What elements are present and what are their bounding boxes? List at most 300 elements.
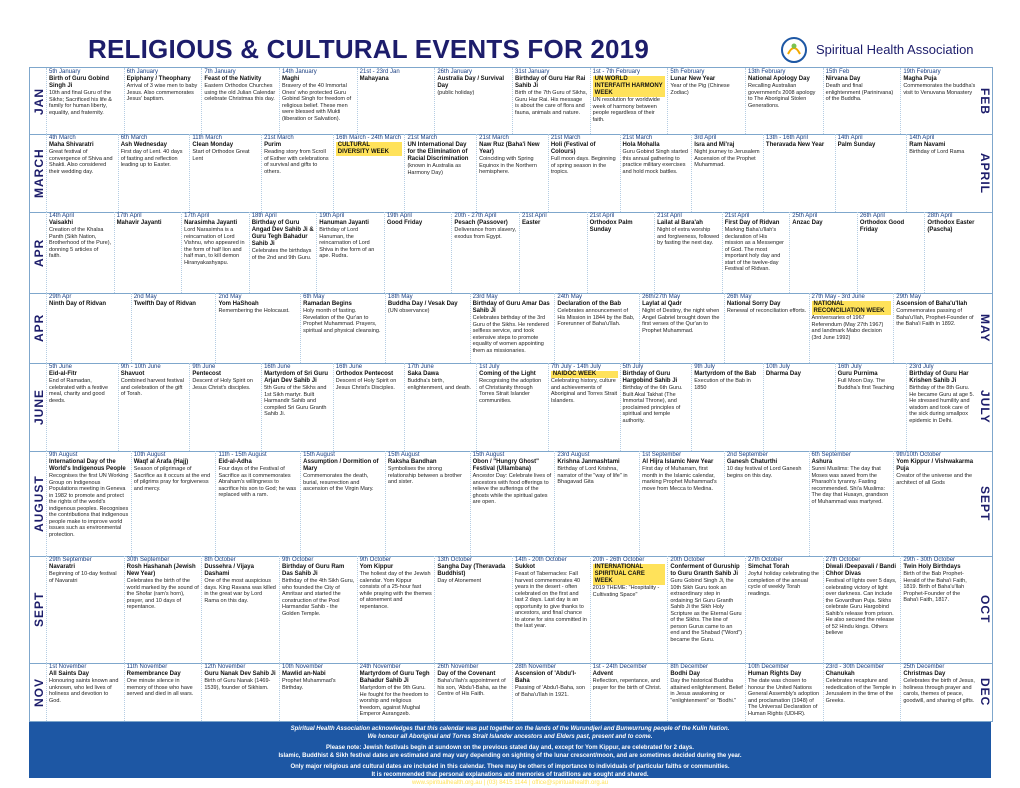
event-description: Coinciding with Spring Equinox in the Northern hemisphere.	[479, 156, 537, 175]
event-date: 10th July	[765, 364, 790, 370]
month-label: NOV	[32, 677, 46, 707]
event-cell	[789, 212, 857, 293]
event-date: 11th November	[126, 664, 168, 670]
event-name: Hanuman Jayanti	[319, 220, 369, 226]
event-cell	[893, 451, 978, 556]
event-description: Celebrates the birthdays of the 2nd and 9th Guru.	[251, 248, 312, 261]
event-date: 9th October	[359, 557, 392, 563]
calendar-row	[30, 663, 992, 721]
event-cell	[201, 556, 279, 663]
event-date: 19th February	[903, 69, 941, 75]
event-name: Yom Kippur / Vishwakarma Puja	[896, 459, 974, 472]
event-cell	[512, 556, 590, 663]
event-description: Beginning of 10-day festival of Navaratri	[49, 571, 117, 584]
event-date: 3rd April	[694, 135, 717, 141]
event-name: Orthodox Easter (Pascha)	[927, 220, 975, 233]
event-description: Great festival of convergence of Shiva and Shakti. Also considered their wedding day.	[49, 149, 113, 175]
event-cell	[519, 212, 587, 293]
event-cell	[201, 68, 279, 134]
event-date: 16th June	[264, 364, 291, 370]
event-name: Advent	[592, 671, 613, 677]
event-description: Reading story from Scroll of Esther with celebrations of survival and gifts to others.	[264, 149, 329, 175]
events-calendar	[29, 67, 993, 722]
event-description: Creation of the Khalsa Panth (Sikh Nation, Brotherhood of the Pure), donning 5 articles of faith.	[49, 227, 112, 259]
event-cell	[823, 68, 901, 134]
event-cell	[654, 212, 722, 293]
event-description: Celebrates the birth of the world marked by the sound of the Shofar (ram's horn), prayer, and 10 days of repentance.	[126, 578, 199, 610]
event-date: 13th - 16th April	[765, 135, 808, 141]
event-description: Sunni Muslims: The day that Moses was saved from the Pharaoh's tyranny. Fasting recommended. Shi'a Muslims: The day that Husayn, grandson of Muhammad was martyred.	[811, 466, 889, 505]
event-cell	[823, 663, 901, 721]
event-name: Assumption / Dormition of Mary	[303, 459, 379, 472]
event-cell	[357, 556, 435, 663]
event-cell	[46, 68, 124, 134]
event-description: Descent of Holy Spirit on Jesus Christ's disciples.	[192, 378, 253, 391]
event-description: Guru Gobind Singh Ji, the 10th Sikh Guru took an extraordinary step in ordaining Sri Guru Granth Sahib Ji the Sikh Holy Scripture as the Eternal Guru of the Sikhs. The line of person Gurus came to an end and the Shabad ("Word") became the Guru.	[670, 578, 743, 643]
event-name: Lunar New Year	[670, 76, 716, 82]
event-name: Good Friday	[386, 220, 423, 226]
event-name: Birthday of Guru Har Krishen Sahib Ji	[909, 371, 969, 384]
event-cell	[333, 134, 405, 212]
event-name: Eid-al-Adha	[218, 459, 252, 465]
event-description: Start of Orthodox Great Lent	[192, 149, 250, 162]
event-description: Night of extra worship and forgiveness, followed by fasting the next day.	[657, 227, 720, 246]
event-cell	[835, 134, 907, 212]
event-cell	[763, 134, 835, 212]
event-name: NATIONAL RECONCILIATION WEEK	[812, 301, 892, 315]
event-cell	[385, 451, 470, 556]
event-name: NAIDOC WEEK	[551, 371, 618, 378]
event-description: Remembering the Holocaust.	[218, 308, 290, 314]
event-name: CULTURAL DIVERSITY WEEK	[336, 142, 403, 156]
month-label: JAN	[32, 87, 46, 115]
event-date: 11th March	[192, 135, 222, 141]
event-name: Birthday of Guru Har Rai Sahib Ji	[515, 76, 586, 89]
event-description: Holy month of fasting. Revelation of the Qur'an to Prophet Muhammad. Prayers, spiritual and physical cleansing.	[303, 308, 381, 334]
event-date: 10th November	[282, 664, 324, 670]
event-name: INTERNATIONAL SPIRITUAL CARE WEEK	[593, 564, 666, 585]
event-description: Night journey to Jerusalem Ascension of the Prophet Muhammad.	[694, 149, 760, 168]
footer-contact[interactable]: www.spiritualhealth.org.au | (03) 8415 1144 | office@spiritualhealth.org.au	[411, 780, 609, 786]
event-description: Combined harvest festival and celebration of the gift of Torah.	[120, 378, 184, 397]
event-date: 9th July	[694, 364, 715, 370]
event-name: Mawlid an-Nabi	[282, 671, 326, 677]
event-date: 5th January	[49, 69, 81, 75]
event-date: 1st - 7th February	[592, 69, 641, 75]
event-name: Krishna Janmashtami	[557, 459, 620, 465]
calendar-row	[30, 451, 992, 557]
event-name: Maha Shivaratri	[49, 142, 94, 148]
event-cell	[667, 556, 745, 663]
event-date: 4th March	[49, 135, 76, 141]
event-name: Diwali /Deepavali / Bandi Chhor Divas	[825, 564, 897, 577]
event-name: Guru Purnima	[837, 371, 878, 377]
event-name: Ash Wednesday	[120, 142, 167, 148]
event-cell	[476, 134, 548, 212]
footer-note-major: Only major religious and cultural dates are included in this calendar. There may be others of importance to individuals of particular faiths or communities.	[290, 764, 730, 770]
event-name: Maghi	[282, 76, 300, 82]
event-cell	[124, 556, 202, 663]
event-description: UN resolution for worldwide week of harmony between people regardless of their faith.	[592, 97, 660, 123]
event-description: The holiest day of the Jewish calendar. Yom Kippur consists of a 25-hour fast while praying with the themes of atonement and repentance.	[359, 571, 432, 610]
event-date: 14th April	[49, 213, 75, 219]
event-description: Season of pilgrimage of Sacrifice as it occurs at the end of pilgrims pray for forgiveness and mercy.	[133, 466, 211, 492]
month-label: SEPT	[32, 591, 46, 628]
event-cell	[906, 363, 978, 451]
event-date: 2nd May	[218, 294, 242, 300]
event-date: 26th/27th May	[642, 294, 681, 300]
event-name: Al Hijra Islamic New Year	[642, 459, 714, 465]
event-name: Human Rights Day	[748, 671, 802, 677]
event-date: 10th December	[748, 664, 790, 670]
event-date: 17th April	[116, 213, 142, 219]
event-description: Birthday of the 4th Sikh Guru, who founded the City of Amritsar and started the construction of the Pool Harmandar Sahib - the Golden Temple.	[282, 578, 355, 617]
event-cell	[722, 212, 790, 293]
event-cell	[261, 363, 333, 451]
event-name: Ramadan Begins	[303, 301, 352, 307]
event-date: 21st April	[724, 213, 750, 219]
event-name: Martyrdom of the Bab	[694, 371, 757, 377]
event-description: Year of the Pig (Chinese Zodiac)	[670, 83, 730, 96]
event-name: Raksha Bandhan	[387, 459, 437, 465]
event-date: 25th December	[903, 664, 945, 670]
event-cell	[823, 556, 901, 663]
event-description: Reflection, repentance, and prayer for the birth of Christ.	[592, 678, 662, 691]
event-name: Dussehra / Vijaya Dashami	[204, 564, 254, 577]
event-description: Celebrates recapture and rededication of the Temple in Jerusalem in the time of the Greeks.	[825, 678, 896, 704]
event-name: National Apology Day	[748, 76, 810, 82]
event-name: Naw Ruz (Baha'i New Year)	[479, 142, 540, 155]
event-date: 16th July	[837, 364, 862, 370]
event-name: Birth of Guru Gobind Singh Ji	[49, 76, 109, 89]
month-label-right: DEC	[978, 677, 992, 707]
event-description: Baha'u'llah's appointment of his son, 'Abdu'l-Baha, as the Centre of His Faith.	[437, 678, 507, 697]
event-name: Navaratri	[49, 564, 76, 570]
event-date: 13th February	[748, 69, 786, 75]
org-logo	[780, 36, 990, 64]
event-date: 10th August	[133, 452, 166, 458]
event-name: Guru Nanak Dev Sahib Ji	[204, 671, 276, 677]
event-description: Night of Destiny, the night when Angel Gabriel brought down the first verses of the Qur'an to Prophet Muhammad.	[642, 308, 720, 334]
event-description: (UN observance)	[387, 308, 430, 314]
event-cell	[46, 451, 131, 556]
event-date: 21st March	[264, 135, 294, 141]
event-name: Ashura	[811, 459, 833, 465]
calendar-row	[30, 134, 992, 213]
event-date: 18th May	[387, 294, 413, 300]
event-description: Arrival of 3 wise men to baby Jesus. Also commemorates Jesus' baptism.	[126, 83, 198, 102]
event-cell	[745, 663, 823, 721]
event-date: 17th April	[184, 213, 210, 219]
event-description: Full moon days. Beginning of spring season in the tropics.	[550, 156, 616, 175]
month-label: MARCH	[32, 148, 46, 198]
page-title: RELIGIOUS & CULTURAL EVENTS FOR 2019	[88, 34, 649, 64]
event-name: Purim	[264, 142, 282, 148]
event-cell	[745, 556, 823, 663]
event-description: Birthday of the 6th Guru. Built Akal Takhat (The Immortal Throne), and proclaimed principles of spiritual and temple authority.	[622, 385, 683, 424]
event-date: 24th May	[557, 294, 583, 300]
event-name: Coming of the Light	[479, 371, 536, 377]
event-date: 25th April	[792, 213, 818, 219]
event-date: 27th May - 3rd June	[811, 294, 865, 300]
event-date: 16th March - 24th March	[335, 135, 402, 141]
event-description: Prophet Muhammad's Birthday.	[282, 678, 336, 691]
month-label: APR	[32, 238, 46, 267]
event-description: Joyful holiday celebrating the completion of the annual cycle of weekly Torah readings.	[748, 571, 819, 597]
event-name: Rosh Hashanah (Jewish New Year)	[126, 564, 196, 577]
event-cell	[590, 68, 668, 134]
event-cell	[590, 663, 668, 721]
event-date: 28th April	[927, 213, 953, 219]
event-cell	[333, 363, 405, 451]
event-name: Narasimha Jayanti	[184, 220, 238, 226]
event-name: Twelfth Day of Ridvan	[133, 301, 196, 307]
event-cell	[357, 68, 435, 134]
event-cell	[639, 451, 724, 556]
event-name: UN International Day for the Elimination of Racial Discrimination	[407, 142, 469, 162]
event-cell	[357, 663, 435, 721]
event-date: 1st November	[49, 664, 87, 670]
event-name: Sukkot	[515, 564, 536, 570]
event-description: Birth of Guru Nanak (1469-1539), founder of Sikhism.	[204, 678, 271, 691]
event-cell	[131, 293, 216, 363]
event-date: 19th April	[319, 213, 345, 219]
event-date: 21st April	[522, 213, 547, 219]
event-name: Nirvana Day	[825, 76, 861, 82]
calendar-row	[30, 293, 992, 364]
event-cell	[512, 663, 590, 721]
event-date: 11th - 15th August	[218, 452, 267, 458]
calendar-row	[30, 556, 992, 664]
event-name: Ascension of 'Abdu'l-Baha	[515, 671, 577, 684]
event-date: 6th May	[303, 294, 325, 300]
event-cell	[189, 134, 261, 212]
event-cell	[300, 293, 385, 363]
event-date: 21st April	[589, 213, 615, 219]
event-date: 6th September	[811, 452, 851, 458]
event-cell	[548, 363, 620, 451]
event-description: Marking Baha'u'llah's declaration of His mission as a Messenger of God. The most important holy day and start of the twelve-day Festival of Ridvan.	[724, 227, 785, 272]
month-label-right: MAY	[978, 313, 992, 343]
event-date: 14th - 20th October	[515, 557, 567, 563]
event-date: 5th February	[670, 69, 705, 75]
event-cell	[476, 363, 548, 451]
event-date: 31st January	[515, 69, 550, 75]
event-date: 9th August	[49, 452, 78, 458]
event-cell	[46, 212, 114, 293]
event-cell	[249, 212, 317, 293]
event-cell	[279, 556, 357, 663]
event-description: End of Ramadan, celebrated with a festive meal, charity and good deeds.	[49, 378, 109, 404]
event-cell	[114, 212, 182, 293]
event-cell	[261, 134, 333, 212]
event-description: Symbolises the strong relationship between a brother and sister.	[387, 466, 462, 485]
event-cell	[46, 293, 131, 363]
footer-note-dates: Islamic, Buddhist & Sikh festival dates are estimated and may vary depending on sighting of the lunar crescent/moon, and are sometimes decided during the year.	[278, 753, 742, 759]
month-label-right: SEPT	[978, 485, 992, 522]
event-date: 8th October	[204, 557, 236, 563]
event-description: Lord Narasimha is a reincarnation of Lord Vishnu, who appeared in the form of half lion and half man, to kill demon Hiranyakashyapu.	[184, 227, 245, 266]
event-description: Anniversaries of 1967 Referendum (May 27th 1967) and landmark Mabo decision (3rd June 1992)	[811, 315, 884, 341]
event-date: 9th June	[192, 364, 216, 370]
event-cell	[279, 663, 357, 721]
event-cell	[124, 663, 202, 721]
event-cell	[118, 134, 190, 212]
event-date: 1st September	[642, 452, 682, 458]
event-name: Birthday of Guru Ram Das Sahib Ji	[282, 564, 345, 577]
event-name: Birthday of Guru Amar Das Sahib Ji	[472, 301, 550, 314]
event-name: National Sorry Day	[726, 301, 781, 307]
event-description: First day of Muharram, first month in the Islamic calendar, marking Prophet Muhammad's move from Mecca to Medina.	[642, 466, 717, 492]
event-description: Birthday of the 8th Guru. He became Guru at age 5. He stressed humility and wisdom and took care of the sick during smallpox epidemic in Delhi.	[909, 385, 975, 424]
event-date: 21st March	[550, 135, 581, 141]
event-date: 5th July	[622, 364, 644, 370]
event-date: 9th - 10th June	[120, 364, 161, 370]
event-name: First Day of Ridvan	[724, 220, 780, 226]
event-name: Buddha Day / Vesak Day	[387, 301, 458, 307]
event-cell	[554, 293, 639, 363]
event-cell	[554, 451, 639, 556]
event-cell	[470, 451, 555, 556]
event-date: 28th November	[515, 664, 557, 670]
event-description: Feast of Tabernacles: Fall harvest commemorates 40 years in the desert - often celebrated on the first and last 2 days. Last day is an opportunity to give thanks to ancestors, and final chance to atone for sins committed in the last year.	[515, 571, 587, 629]
event-cell	[900, 68, 978, 134]
month-label-right: JULY	[978, 390, 992, 424]
event-name: Saka Dawa	[407, 371, 439, 377]
event-date: 18th April	[251, 213, 277, 219]
event-cell	[835, 363, 907, 451]
event-cell	[809, 293, 894, 363]
event-date: 29th Apr	[49, 294, 72, 300]
event-name: Conferment of Guruship to Guru Granth Sahib Ji	[670, 564, 740, 577]
event-description: Honouring saints known and unknown, who led lives of holiness and devotion to God.	[49, 678, 119, 704]
event-cell	[900, 663, 978, 721]
event-date: 20th - 26th October	[592, 557, 645, 563]
event-name: Dharma Day	[765, 371, 801, 377]
event-name: Eid-al-Fitr	[49, 371, 77, 377]
event-date: 12th November	[204, 664, 246, 670]
event-cell	[724, 451, 809, 556]
event-cell	[46, 556, 124, 663]
event-cell	[893, 293, 978, 363]
event-name: Laylat al Qadr	[642, 301, 682, 307]
event-date: 14th April	[909, 135, 935, 141]
event-date: 14th April	[837, 135, 863, 141]
event-cell	[384, 212, 452, 293]
month-label-right: OCT	[978, 595, 992, 624]
event-date: 9th/10th October	[896, 452, 941, 458]
event-name: Sangha Day (Theravada Buddhist)	[437, 564, 506, 577]
event-date: 14th January	[282, 69, 317, 75]
event-description: The date was chosen to honour the United Nations General Assembly's adoption and proclamation (1948) of The Universal Declaration of Human Rights (UDHR).	[748, 678, 820, 717]
event-date: 27th October	[825, 557, 861, 563]
event-date: 7th January	[204, 69, 236, 75]
event-name: Pesach (Passover)	[454, 220, 508, 226]
event-date: 21st March	[622, 135, 653, 141]
event-description: Creator of the universe and the architect of all Gods	[896, 473, 973, 486]
event-date: 21st March	[479, 135, 509, 141]
event-name: Christmas Day	[903, 671, 946, 677]
event-cell	[667, 68, 745, 134]
event-name: Ganesh Chaturthi	[726, 459, 778, 465]
event-date: 6th January	[126, 69, 159, 75]
event-description: Day of Atonement	[437, 578, 482, 584]
calendar-row	[30, 363, 992, 452]
event-date: 23rd - 30th December	[825, 664, 885, 670]
event-name: Shavuot	[120, 371, 145, 377]
event-cell	[404, 134, 476, 212]
event-date: 15th August	[303, 452, 335, 458]
event-cell	[900, 556, 978, 663]
event-date: 29th - 30th October	[903, 557, 956, 563]
event-cell	[46, 134, 118, 212]
event-description: Celebrates birthday of the 3rd Guru of the Sikhs. He rendered selfless service, and took extensive steps to promote equality of women appointing them as missionaries.	[472, 315, 549, 354]
event-name: Mahayana	[359, 76, 389, 82]
event-date: 15th Feb	[825, 69, 850, 75]
event-description: Birthday of Lord Krishna, narrator of the "way of life" in Bhagavad Gita	[557, 466, 628, 485]
event-cell	[201, 663, 279, 721]
event-description: 5th Guru of the Sikhs and 1st Sikh martyr. Built Harmandir Sahib and compiled Sri Guru Granth Sahib Ji.	[264, 385, 327, 417]
event-date: 5th June	[49, 364, 73, 370]
event-description: Recalling Australian government's 2008 apology to The Aboriginal Stolen Generations.	[748, 83, 816, 109]
event-name: Australia Day / Survival Day	[437, 76, 505, 89]
event-description: First day of Lent. 40 days of fasting and reflection leading up to Easter.	[120, 149, 183, 168]
event-name: Orthodox Palm Sunday	[589, 220, 633, 233]
event-name: Anzac Day	[792, 220, 823, 226]
event-cell	[215, 293, 300, 363]
event-cell	[470, 293, 555, 363]
event-date: 15th August	[472, 452, 505, 458]
event-date: 21st - 23rd Jan	[359, 69, 400, 75]
event-name: Twin Holy Birthdays	[903, 564, 961, 570]
event-cell	[691, 363, 763, 451]
event-cell	[620, 363, 692, 451]
event-description: Passing of 'Abdu'l-Baha, son of Baha'u'llah in 1921.	[515, 685, 585, 698]
event-cell	[279, 68, 357, 134]
month-label: AUGUST	[32, 475, 46, 532]
event-date: 29th May	[896, 294, 921, 300]
event-description: Eastern Orthodox Churches using the old Julian Calendar celebrate Christmas this day.	[204, 83, 276, 102]
event-description: Buddha's birth, enlightenment, and death.	[407, 378, 472, 391]
event-description: Bravery of the 40 Immortal Ones' who protected Guru Gobind Singh for freedom of religious belief. These men were blessed with Mukti (liberation or Salvation).	[282, 83, 352, 122]
event-description: Martyrdom of the 9th Guru. He fought for the freedom to worship and religious freedom, against Mughal Emperor Aurangzeb.	[359, 685, 429, 717]
event-description: 2019 THEME: "Hospitality - Cultivating Space"	[592, 585, 660, 598]
event-name: UN WORLD INTERFAITH HARMONY WEEK	[593, 76, 666, 97]
event-date: 15th August	[387, 452, 420, 458]
event-cell	[451, 212, 519, 293]
event-description: Birthday of Lord Rama	[909, 149, 965, 155]
event-cell	[857, 212, 925, 293]
event-description: Birth of the Bab Prophet-Herald of the Baha'i Faith, 1819. Birth of Baha'u'llah Prophet-Founder of the Baha'i Faith, 1817.	[903, 571, 967, 603]
event-date: 26th November	[437, 664, 479, 670]
event-description: (public holiday)	[437, 90, 475, 96]
event-cell	[404, 363, 476, 451]
event-cell	[620, 134, 692, 212]
event-cell	[131, 451, 216, 556]
event-date: 20th October	[670, 557, 706, 563]
event-name: Clean Monday	[192, 142, 234, 148]
event-name: Remembrance Day	[126, 671, 181, 677]
event-description: Commemorates the death, burial, resurrection and ascension of the Virgin Mary.	[303, 473, 374, 492]
event-description: Ancestor Day: Celebrate lives of ancestors with food offerings to relieve the sufferings of the ghosts while the spiritual gates are open.	[472, 473, 552, 505]
event-name: All Saints Day	[49, 671, 90, 677]
event-name: Chanukah	[825, 671, 855, 677]
event-date: 17th June	[407, 364, 434, 370]
event-date: 23rd August	[557, 452, 590, 458]
event-name: Waqf al Arafa (Hajj)	[133, 459, 189, 465]
event-cell	[189, 363, 261, 451]
event-description: Commemorates passing of Baha'u'llah, Prophet-Founder of the Baha'i Faith in 1892.	[896, 308, 974, 327]
